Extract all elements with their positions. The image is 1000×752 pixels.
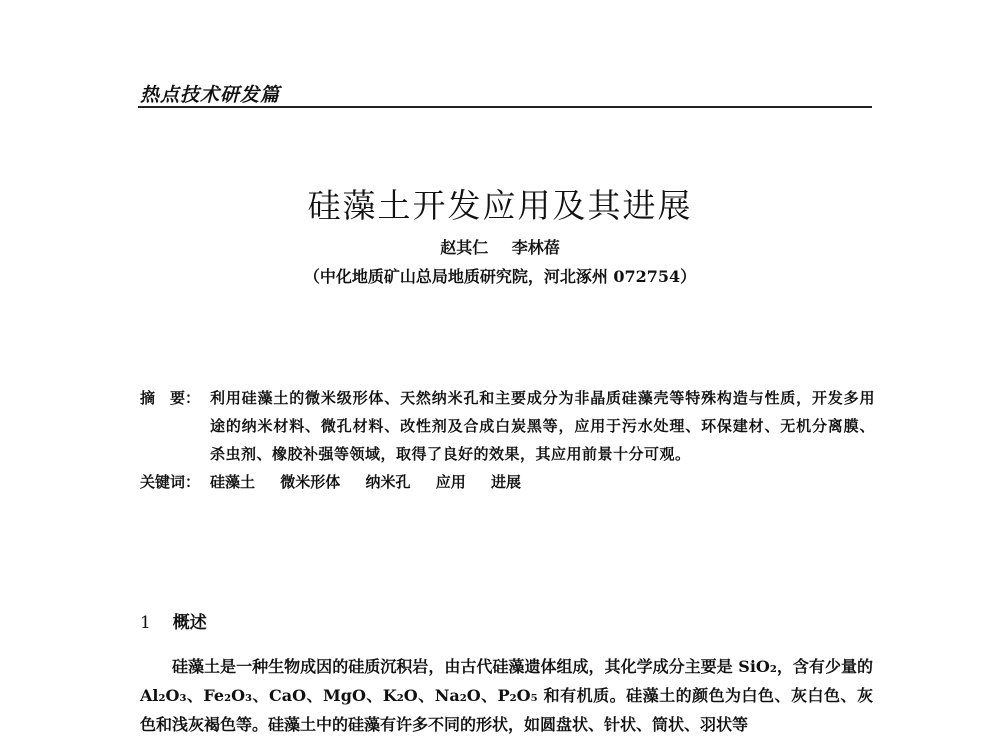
section-heading xyxy=(140,608,207,633)
keyword: 微米形体 xyxy=(280,473,341,491)
keyword: 硅藻土 xyxy=(210,473,256,491)
abstract xyxy=(140,384,875,468)
affiliation: （中化地质矿山总局地质研究院，河北涿州 072754） xyxy=(303,267,697,286)
keywords-label: 关键词： xyxy=(140,473,201,491)
running-header: 热点技术研发篇 xyxy=(140,84,281,106)
keywords-list xyxy=(210,468,541,496)
author-name: 李林蓓 xyxy=(511,238,560,257)
author-name: 赵其仁 xyxy=(440,238,489,257)
abstract-block xyxy=(140,384,875,496)
keyword: 进展 xyxy=(491,473,522,491)
keyword: 应用 xyxy=(435,473,466,491)
keywords xyxy=(140,468,875,496)
header-rule xyxy=(138,106,872,108)
keyword: 纳米孔 xyxy=(365,473,411,491)
abstract-label: 摘 要： xyxy=(140,389,201,407)
authors xyxy=(0,235,1000,258)
body-paragraph: 硅藻土是一种生物成因的硅质沉积岩，由古代硅藻遗体组成，其化学成分主要是 SiO₂，含有少量的 Al₂O₃、Fe₂O₃、CaO、MgO、K₂O、Na₂O、P₂O₅ 和有机质。硅藻土的颜色为白色、灰白色、灰色和浅灰褐色等。硅藻土中的硅藻有许多不同的形状，如圆盘状、针状、筒状、羽状等 xyxy=(140,657,873,734)
section-title: 概述 xyxy=(172,613,207,633)
section-number: 1 xyxy=(140,613,151,633)
abstract-text: 利用硅藻土的微米级形体、天然纳米孔和主要成分为非晶质硅藻壳等特殊构造与性质，开发多用途的纳米材料、微孔材料、改性剂及合成白炭黑等，应用于污水处理、环保建材、无机分离膜、杀虫剂、橡胶补强等领域，取得了良好的效果，其应用前景十分可观。 xyxy=(210,389,875,463)
paper-title: 硅藻土开发应用及其进展 xyxy=(307,186,693,225)
